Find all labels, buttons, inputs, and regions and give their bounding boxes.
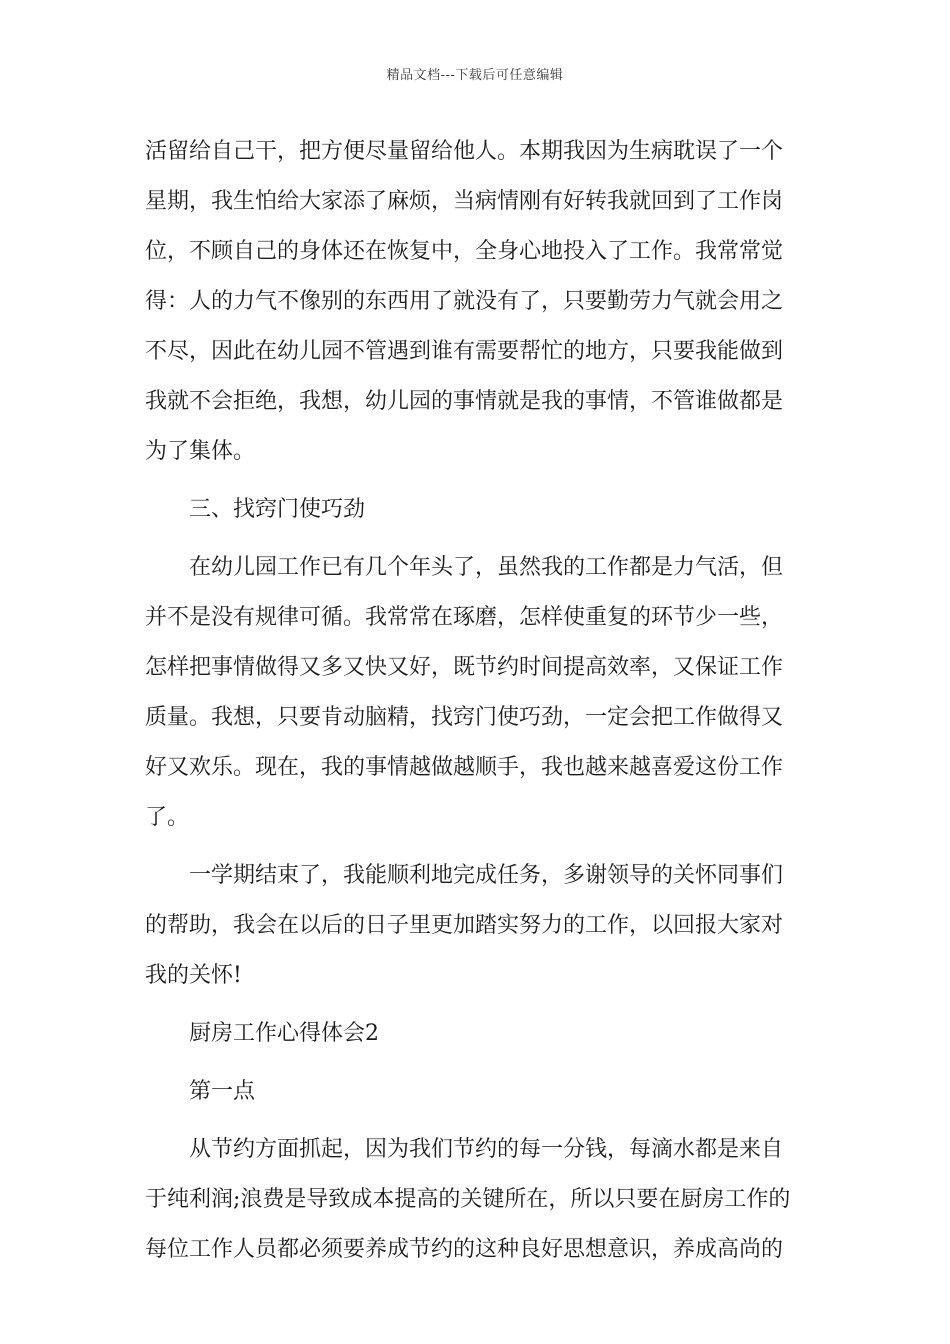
text-line: 活留给自己干，把方便尽量留给他人。本期我因为生病耽误了一个 [145, 139, 784, 164]
text-line: 我就不会拒绝，我想，幼儿园的事情就是我的事情，不管谁做都是 [145, 389, 784, 414]
text-line: 我的关怀! [145, 963, 242, 988]
text-line: 第一点 [189, 1079, 256, 1104]
text-line: 了。 [145, 805, 190, 830]
text-line: 三、找窍门使巧劲 [189, 497, 366, 522]
text-line: 得：人的力气不像别的东西用了就没有了，只要勤劳力气就会用之 [145, 289, 784, 314]
text-line: 从节约方面抓起，因为我们节约的每一分钱，每滴水都是来自 [189, 1137, 784, 1162]
text-line: 一学期结束了，我能顺利地完成任务，多谢领导的关怀同事们 [189, 863, 784, 888]
text-line: 在幼儿园工作已有几个年头了，虽然我的工作都是力气活，但 [189, 555, 784, 580]
page-header: 精品文档---下载后可任意编辑 [386, 68, 564, 83]
text-line: 好又欢乐。现在，我的事情越做越顺手，我也越来越喜爱这份工作 [145, 755, 784, 780]
text-line: 的帮助，我会在以后的日子里更加踏实努力的工作，以回报大家对 [145, 913, 784, 938]
text-line: 质量。我想，只要肯动脑精，找窍门使巧劲，一定会把工作做得又 [145, 705, 784, 730]
text-line: 星期，我生怕给大家添了麻烦，当病情刚有好转我就回到了工作岗 [145, 189, 784, 214]
text-line: 怎样把事情做得又多又快又好，既节约时间提高效率，又保证工作 [145, 655, 784, 680]
text-line: 于纯利润;浪费是导致成本提高的关键所在，所以只要在厨房工作的 [145, 1187, 791, 1212]
text-line: 位，不顾自己的身体还在恢复中，全身心地投入了工作。我常常觉 [145, 239, 784, 264]
document-body [145, 127, 810, 1283]
paragraph [145, 127, 810, 477]
section-heading [145, 485, 810, 535]
text-line: 并不是没有规律可循。我常常在琢磨，怎样使重复的环节少一些， [145, 605, 784, 630]
paragraph [145, 1125, 810, 1275]
text-line: 不尽，因此在幼儿园不管遇到谁有需要帮忙的地方，只要我能做到 [145, 339, 784, 364]
paragraph [145, 851, 810, 1001]
article-title [145, 1009, 810, 1059]
text-line: 厨房工作心得体会2 [189, 1021, 379, 1046]
paragraph [145, 543, 810, 843]
text-line: 为了集体。 [145, 439, 256, 464]
text-line: 每位工作人员都必须要养成节约的这种良好思想意识，养成高尚的 [145, 1237, 784, 1262]
point-heading [145, 1067, 810, 1117]
